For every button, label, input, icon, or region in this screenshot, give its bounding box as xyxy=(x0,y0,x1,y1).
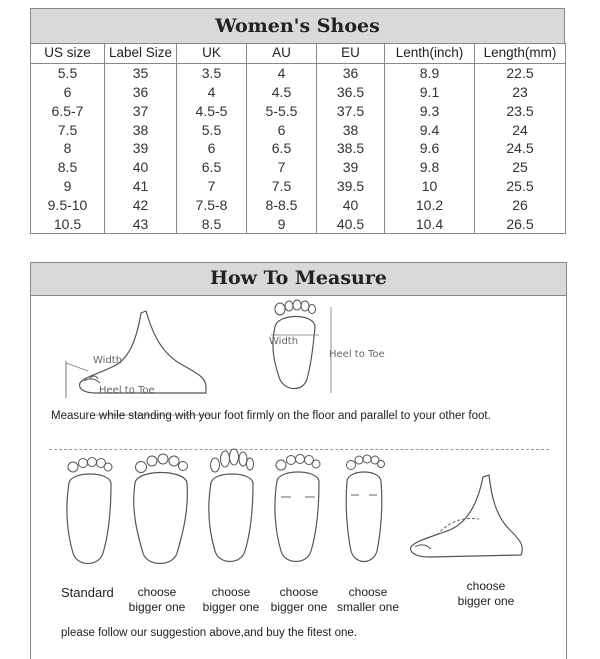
table-cell: 39.5 xyxy=(317,177,385,196)
table-cell: 35 xyxy=(105,63,177,82)
table-cell: 26.5 xyxy=(475,214,566,233)
header-length-inch: Lenth(inch) xyxy=(385,44,475,64)
table-cell: 36 xyxy=(105,83,177,102)
table-cell: 38 xyxy=(317,120,385,139)
table-cell: 26 xyxy=(475,195,566,214)
foot-long-toes-icon xyxy=(203,447,263,571)
footer-note: please follow our suggestion above,and buy the fitest one. xyxy=(61,627,358,639)
header-label-size: Label Size xyxy=(105,44,177,64)
table-cell: 6.5 xyxy=(247,139,317,158)
table-cell: 10.4 xyxy=(385,214,475,233)
table-cell: 7 xyxy=(177,177,247,196)
table-cell: 10.5 xyxy=(31,214,105,233)
table-cell: 10 xyxy=(385,177,475,196)
top-width-label: Width xyxy=(269,336,299,347)
table-cell: 40 xyxy=(105,158,177,177)
label-long-toes-line2: bigger one xyxy=(202,600,260,614)
label-standard: Standard xyxy=(61,585,114,600)
how-to-measure xyxy=(30,262,567,659)
table-cell: 24.5 xyxy=(475,139,566,158)
table-cell: 7 xyxy=(247,158,317,177)
table-row xyxy=(31,63,566,82)
table-row xyxy=(31,139,566,158)
table-cell: 25.5 xyxy=(475,177,566,196)
label-side-line1: choose xyxy=(466,579,506,593)
table-cell: 9.3 xyxy=(385,101,475,120)
header-uk: UK xyxy=(177,44,247,64)
foot-high-instep-icon xyxy=(269,447,329,571)
table-cell: 4 xyxy=(247,63,317,82)
label-narrow xyxy=(333,585,403,615)
table-cell: 38 xyxy=(105,120,177,139)
size-chart xyxy=(30,8,565,234)
table-cell: 10.2 xyxy=(385,195,475,214)
table-cell: 23.5 xyxy=(475,101,566,120)
table-cell: 6 xyxy=(247,120,317,139)
label-high-instep-line2: bigger one xyxy=(270,600,328,614)
table-row xyxy=(31,177,566,196)
size-chart-title: Women's Shoes xyxy=(30,8,565,43)
label-wide-line1: choose xyxy=(137,585,177,599)
table-cell: 39 xyxy=(105,139,177,158)
table-cell: 7.5 xyxy=(247,177,317,196)
table-cell: 25 xyxy=(475,158,566,177)
table-cell: 9.6 xyxy=(385,139,475,158)
table-row xyxy=(31,101,566,120)
table-row xyxy=(31,158,566,177)
table-cell: 9.8 xyxy=(385,158,475,177)
table-cell: 4 xyxy=(177,83,247,102)
top-heel-label: Heel to Toe xyxy=(329,349,385,360)
table-row xyxy=(31,214,566,233)
table-cell: 9 xyxy=(31,177,105,196)
label-narrow-line2: smaller one xyxy=(336,600,400,614)
table-cell: 5-5.5 xyxy=(247,101,317,120)
table-cell: 8 xyxy=(31,139,105,158)
foot-wide-icon xyxy=(131,449,195,569)
label-wide-line2: bigger one xyxy=(128,600,186,614)
table-cell: 8.5 xyxy=(177,214,247,233)
table-cell: 5.5 xyxy=(177,120,247,139)
foot-side-icon xyxy=(399,473,529,583)
foot-narrow-icon xyxy=(337,447,393,571)
table-cell: 38.5 xyxy=(317,139,385,158)
table-cell: 5.5 xyxy=(31,63,105,82)
table-cell: 40 xyxy=(317,195,385,214)
table-cell: 7.5 xyxy=(31,120,105,139)
table-cell: 8-8.5 xyxy=(247,195,317,214)
table-cell: 4.5 xyxy=(247,83,317,102)
table-cell: 36 xyxy=(317,63,385,82)
table-cell: 37.5 xyxy=(317,101,385,120)
table-row xyxy=(31,120,566,139)
table-cell: 41 xyxy=(105,177,177,196)
table-cell: 4.5-5 xyxy=(177,101,247,120)
table-cell: 6 xyxy=(31,83,105,102)
table-cell: 40.5 xyxy=(317,214,385,233)
label-wide xyxy=(125,585,189,615)
table-cell: 9.5-10 xyxy=(31,195,105,214)
header-us-size: US size xyxy=(31,44,105,64)
table-cell: 42 xyxy=(105,195,177,214)
table-cell: 24 xyxy=(475,120,566,139)
measure-title: How To Measure xyxy=(31,263,566,296)
label-long-toes-line1: choose xyxy=(211,585,251,599)
table-cell: 6.5-7 xyxy=(31,101,105,120)
table-cell: 43 xyxy=(105,214,177,233)
table-row xyxy=(31,195,566,214)
header-eu: EU xyxy=(317,44,385,64)
table-cell: 9.4 xyxy=(385,120,475,139)
table-cell: 6 xyxy=(177,139,247,158)
side-heel-label: Heel to Toe xyxy=(99,385,155,396)
side-width-label: Width xyxy=(93,355,123,366)
table-row xyxy=(31,83,566,102)
label-side-line2: bigger one xyxy=(457,594,515,608)
table-cell: 9.1 xyxy=(385,83,475,102)
table-cell: 7.5-8 xyxy=(177,195,247,214)
label-narrow-line1: choose xyxy=(348,585,388,599)
table-cell: 9 xyxy=(247,214,317,233)
table-cell: 39 xyxy=(317,158,385,177)
table-header-row xyxy=(31,44,566,64)
table-cell: 22.5 xyxy=(475,63,566,82)
table-cell: 37 xyxy=(105,101,177,120)
header-length-mm: Length(mm) xyxy=(475,44,566,64)
table-cell: 8.9 xyxy=(385,63,475,82)
table-cell: 6.5 xyxy=(177,158,247,177)
table-cell: 3.5 xyxy=(177,63,247,82)
table-cell: 36.5 xyxy=(317,83,385,102)
label-high-instep-line1: choose xyxy=(279,585,319,599)
size-table xyxy=(30,43,566,234)
table-cell: 8.5 xyxy=(31,158,105,177)
table-cell: 23 xyxy=(475,83,566,102)
header-au: AU xyxy=(247,44,317,64)
label-long-toes xyxy=(199,585,263,615)
label-side xyxy=(451,579,521,609)
measure-instruction: Measure while standing with your foot firmly on the floor and parallel to your other foot. xyxy=(51,410,491,422)
foot-standard-icon xyxy=(61,453,121,573)
label-high-instep xyxy=(267,585,331,615)
